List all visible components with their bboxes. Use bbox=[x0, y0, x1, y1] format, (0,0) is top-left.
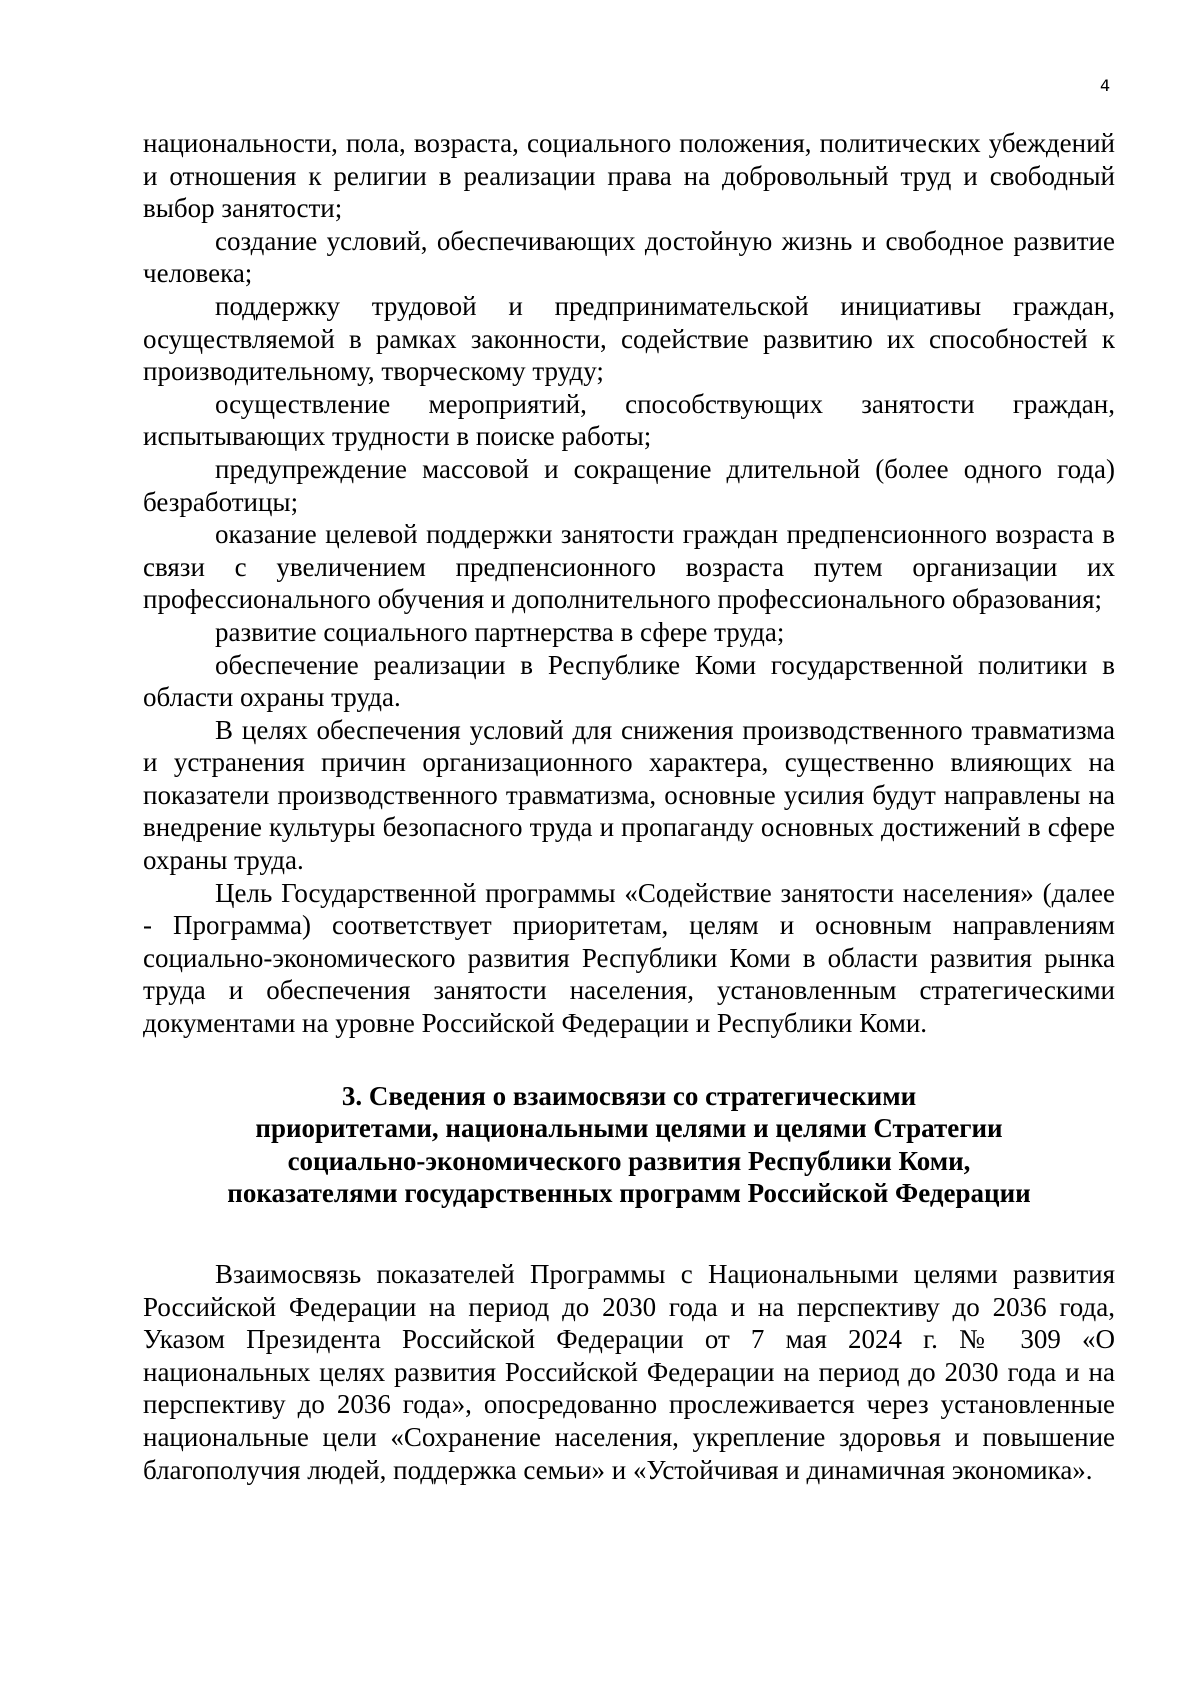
document-body bbox=[143, 127, 1115, 1486]
paragraph: предупреждение массовой и сокращение длительной (более одного года) безработицы; bbox=[143, 453, 1115, 517]
section-heading bbox=[143, 1080, 1115, 1210]
paragraph: развитие социального партнерства в сфере труда; bbox=[215, 616, 785, 647]
section-heading-line: социально-экономического развития Республики Коми, bbox=[287, 1145, 971, 1176]
section-heading-line: приоритетами, национальными целями и целями Стратегии bbox=[255, 1113, 1003, 1144]
paragraph: осуществление мероприятий, способствующих занятости граждан, испытывающих трудности в поиске работы; bbox=[143, 388, 1115, 452]
paragraph: обеспечение реализации в Республике Коми государственной политики в области охраны труда. bbox=[143, 649, 1115, 713]
paragraph: В целях обеспечения условий для снижения производственного травматизма и устранения причин организационного характера, существенно влияющих на показатели производственного травматизма, основные усилия будут направлены на внедрение культуры безопасного труда и пропаганду основных достижений в сфере охраны труда. bbox=[143, 714, 1115, 876]
page-number: 4 bbox=[1100, 76, 1111, 95]
paragraph: поддержку трудовой и предпринимательской инициативы граждан, осуществляемой в рамках законности, содействие развитию их способностей к производительному, творческому труду; bbox=[143, 290, 1115, 387]
paragraph: оказание целевой поддержки занятости граждан предпенсионного возраста в связи с увеличением предпенсионного возраста путем организации их профессионального обучения и дополнительного профессионального образования; bbox=[143, 519, 1115, 615]
paragraph: создание условий, обеспечивающих достойную жизнь и свободное развитие человека; bbox=[143, 225, 1115, 289]
section-heading-line: 3. Сведения о взаимосвязи со стратегическими bbox=[341, 1080, 917, 1111]
section-heading-line: показателями государственных программ Российской Федерации bbox=[227, 1178, 1031, 1209]
paragraph-continuation: национальности, пола, возраста, социального положения, политических убеждений и отношения к религии в реализации права на добровольный труд и свободный выбор занятости; bbox=[143, 128, 1115, 224]
paragraph: Цель Государственной программы «Содействие занятости населения» (далее - Программа) соответствует приоритетам, целям и основным направлениям социально-экономического развития Республики Коми в области развития рынка труда и обеспечения занятости населения, установленным стратегическими документами на уровне Российской Федерации и Республики Коми. bbox=[143, 877, 1115, 1039]
section-paragraph: Взаимосвязь показателей Программы с Национальными целями развития Российской Федерации на период до 2030 года и на перспективу до 2036 года, Указом Президента Российской Федерации от 7 мая 2024 г. № 309 «О национальных целях развития Российской Федерации на период до 2030 года и на перспективу до 2036 года», опосредованно прослеживается через установленные национальные цели «Сохранение населения, укрепление здоровья и повышение благополучия людей, поддержка семьи» и «Устойчивая и динамичная экономика». bbox=[143, 1259, 1115, 1485]
